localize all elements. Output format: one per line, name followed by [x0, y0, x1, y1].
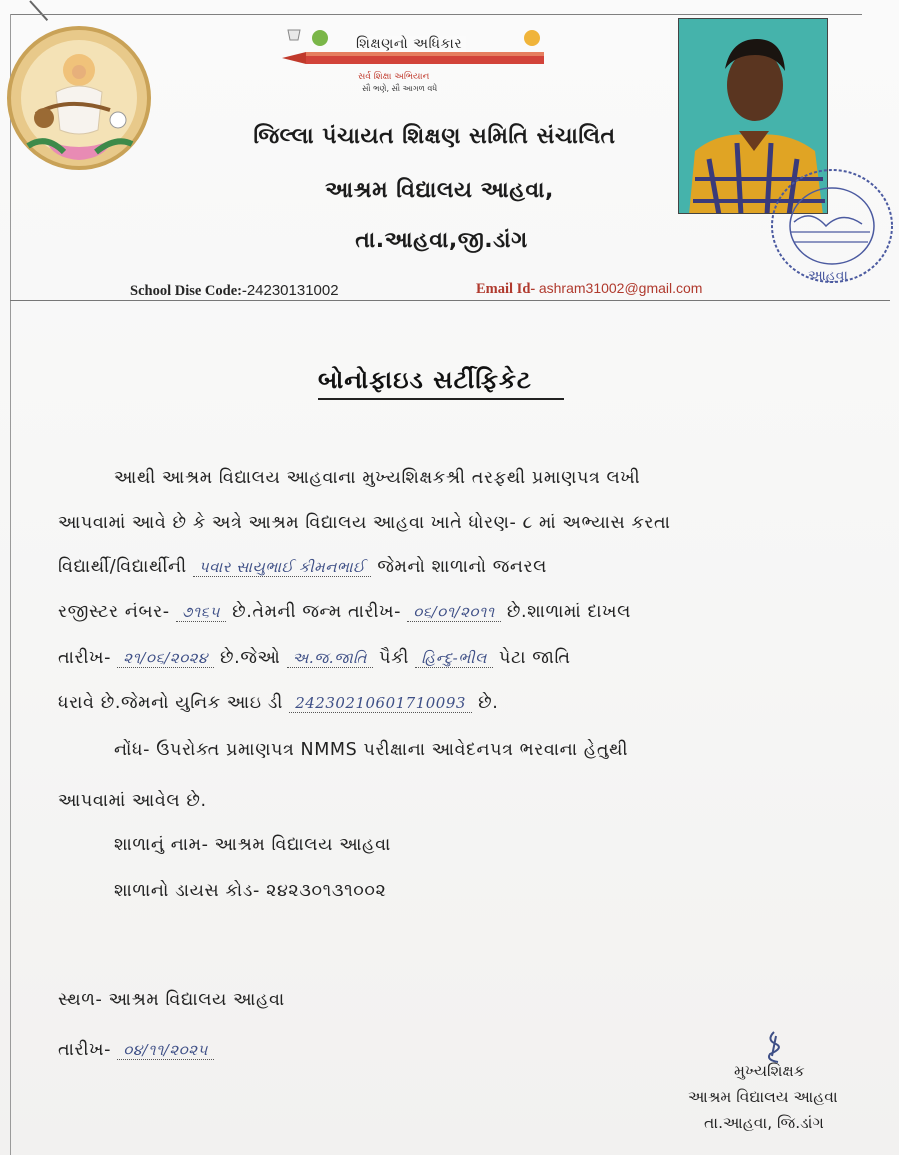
paragraph-line-5 [58, 648, 571, 668]
dise-value: 24230131002 [246, 282, 339, 299]
top-border-line [10, 14, 862, 15]
register-number: ૭૧૬૫ [176, 603, 226, 622]
header-line-3: તા.આહવા,જી.ડાંગ [355, 228, 528, 253]
admission-date: ૨૧/૦૬/૨૦૨૪ [117, 649, 214, 668]
paragraph-line-1: આથી આશ્રમ વિદ્યાલય આહવાના મુખ્યશિક્ષકશ્રી તરફથી પ્રમાણપત્ર લખી [114, 468, 641, 488]
paragraph-line-3 [58, 557, 547, 577]
stamp-text: આહવા [808, 268, 848, 284]
date-label: તારીખ- [58, 1040, 112, 1060]
dob-label: છે.તેમની જન્મ તારીખ- [232, 602, 402, 622]
paragraph-line-4 [58, 602, 631, 622]
date-of-birth: ૦૬/૦૧/૨૦૧૧ [407, 603, 500, 622]
school-email [476, 280, 702, 298]
subcaste-label: પૈકી [379, 648, 410, 668]
header-line-1: જિલ્લા પંચાયત શિક્ષણ સમિતિ સંચાલિત [253, 124, 616, 149]
paragraph-line-2: આપવામાં આવે છે કે અત્રે આશ્રમ વિદ્યાલય આહવા ખાતે ધોરણ- ૮ માં અભ્યાસ કરતા [58, 513, 671, 533]
staple-mark [29, 0, 48, 21]
school-dise-line: શાળાનો ડાયસ કોડ- ૨૪૨૩૦૧૩૧૦૦૨ [114, 881, 387, 901]
note-line-1: નોંધ- ઉપરોક્ત પ્રમાણપત્ર NMMS પરીક્ષાના આવેદનપત્ર ભરવાના હેતુથી [114, 740, 629, 760]
headmaster-signature [762, 1030, 788, 1064]
student-label: વિદ્યાર્થી/વિદ્યાર્થીની [58, 557, 187, 577]
certificate-title: બોનોફાઇડ સર્ટીફિકેટ [318, 366, 532, 394]
header-line-2: આશ્રમ વિદ્યાલય આહવા, [325, 178, 554, 203]
school-dise-code [130, 282, 339, 300]
caste-label: છે.જેઓ [220, 648, 281, 668]
saraswati-emblem [6, 22, 152, 174]
school-stamp [750, 152, 896, 292]
title-underline [318, 398, 564, 400]
unique-id-value: 24230210601710093 [289, 694, 472, 713]
place-line: સ્થળ- આશ્રમ વિદ્યાલય આહવા [58, 990, 285, 1010]
caste-value: અ.જ.જાતિ [287, 649, 373, 668]
dise-label: School Dise Code:- [130, 283, 247, 299]
subcaste-value: હિન્દુ-ભીલ [415, 649, 493, 668]
admission-label: તારીખ- [58, 648, 112, 668]
logo-tagline: સૌ ભણે, સૌ આગળ વધે [362, 84, 438, 93]
note-line-2: આપવામાં આવેલ છે. [58, 791, 207, 811]
email-label: Email Id- [476, 281, 536, 297]
signature-place: તા.આહવા, જિ.ડાંગ [704, 1114, 824, 1132]
signature-school: આશ્રમ વિદ્યાલય આહવા [688, 1088, 838, 1106]
logo-subtitle: સર્વ શિક્ષા અભિયાન [358, 72, 430, 82]
signature-role: મુખ્યશિક્ષક [734, 1062, 805, 1080]
shikshan-no-adhikar-logo [276, 26, 552, 96]
date-value: ૦૪/૧૧/૨૦૨૫ [117, 1041, 214, 1060]
register-label: રજીસ્ટર નંબર- [58, 602, 170, 622]
school-name-line: શાળાનું નામ- આશ્રમ વિદ્યાલય આહવા [114, 835, 391, 855]
unique-id-label: ધરાવે છે.જેમનો યુનિક આઇ ડી [58, 693, 284, 713]
email-value: ashram31002@gmail.com [538, 280, 703, 296]
line5-suffix: પેટા જાતિ [499, 648, 571, 668]
header-divider [10, 300, 890, 301]
student-name: પવાર સાયુભાઈ કીમનભાઈ [193, 558, 371, 577]
logo-title: શિક્ષણનો અધિકાર [352, 36, 466, 52]
line3-suffix: જેમનો શાળાનો જનરલ [377, 557, 548, 577]
line4-suffix: છે.શાળામાં દાખલ [506, 602, 631, 622]
paragraph-line-6 [58, 693, 498, 713]
date-line [58, 1040, 214, 1060]
line6-suffix: છે. [478, 693, 499, 713]
